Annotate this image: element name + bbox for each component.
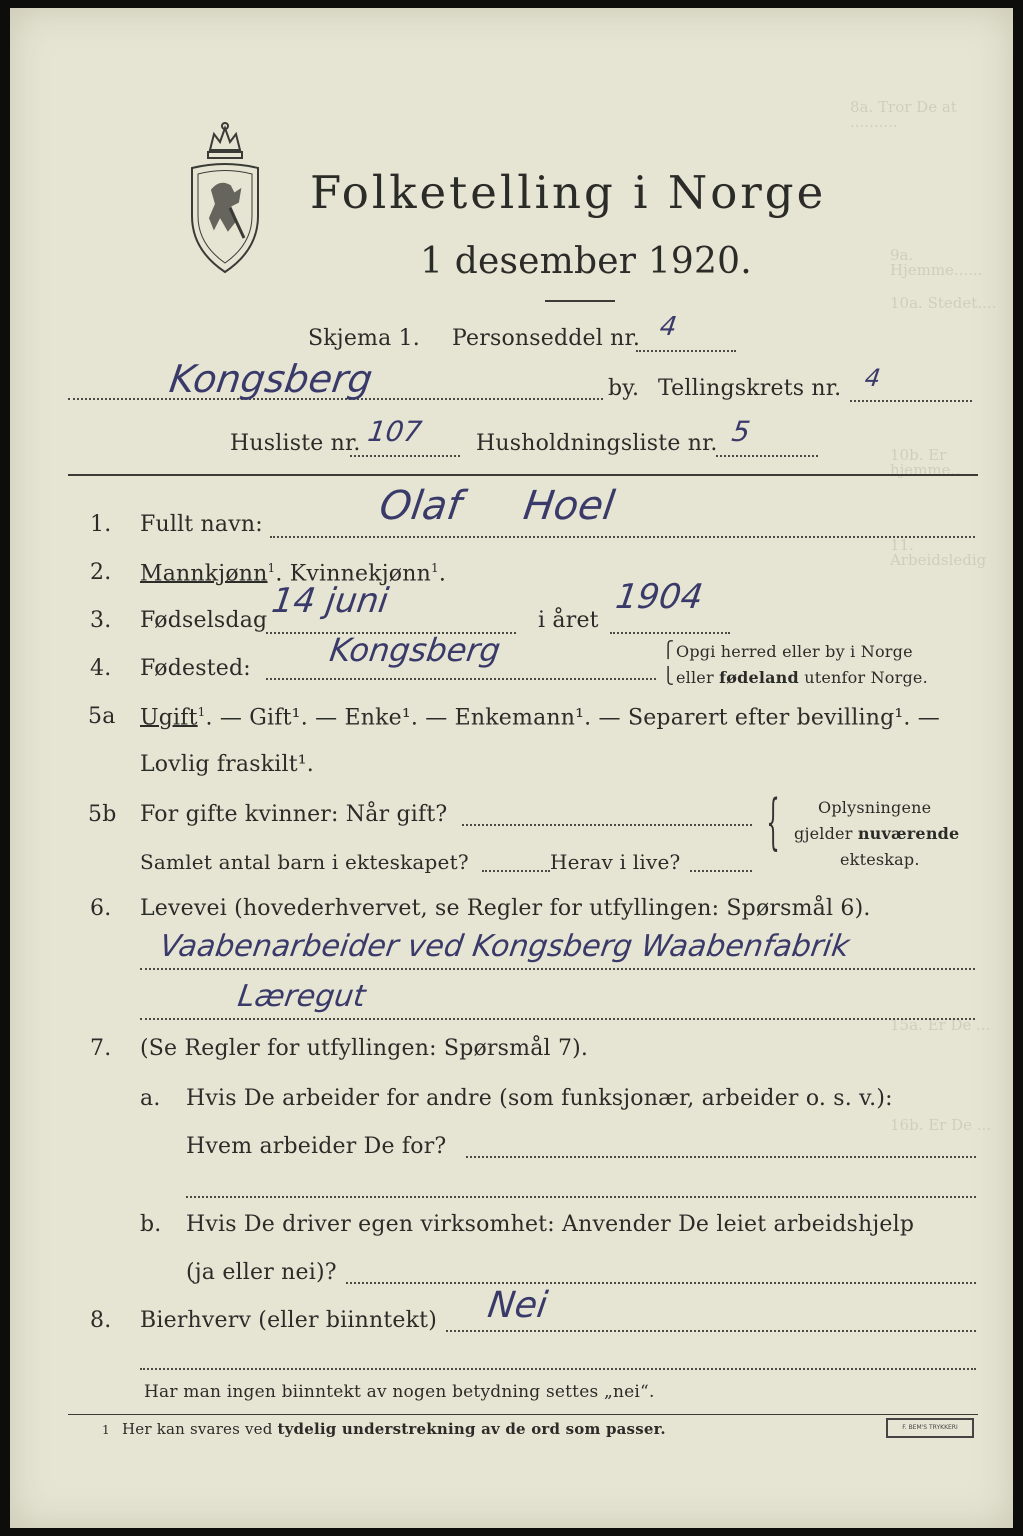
by-label: by.	[608, 376, 640, 401]
personseddel-label: Personseddel nr.	[452, 326, 641, 351]
q1-label: Fullt navn:	[140, 512, 263, 537]
footnote-number: 1	[102, 1423, 110, 1437]
q5a-line2: Lovlig fraskilt¹.	[140, 752, 314, 777]
q3-label: Fødselsdag	[140, 608, 268, 633]
q5a-number: 5a	[88, 704, 116, 729]
q7-label: (Se Regler for utfyllingen: Spørsmål 7).	[140, 1036, 589, 1061]
q7b-letter: b.	[140, 1212, 162, 1237]
q7b-sub: (ja eller nei)?	[186, 1260, 337, 1285]
q6-label: Levevei (hovederhvervet, se Regler for utfyllingen: Spørsmål 6).	[140, 896, 871, 921]
q2-sex-options: Mannkjønn$^1$. Kvinnekjønn$^1$.	[140, 561, 447, 587]
census-form: 8a. Tror De at .......... 9a. Hjemme...... 10a. Stedet.... 10b. Er hjemme.. 11. Arbeidsledig 15a. Er De ... 16b. Er De ... Folketelling i Norge 1 desember 1920. Skjema 1. Personseddel nr. 4 Kongsberg by. Tellingskrets nr. 4 Husliste nr. 107 Husholdningsliste nr. 5 1. Fullt navn: Olaf Hoel 2. Mannkjønn$^1$. Kvinnekjønn$^1$. 3. Fødselsdag 14 juni i året 1904 4. Fødested: Kongsberg ⎧ ⎩ Opgi herred eller by i Norge eller fødeland utenfor Norge. 5a Ugift$^1$. — Gift¹. — Enke¹. — Enkemann¹. — Separert efter bevilling¹. — Lovlig fraskilt¹. 5b For gifte kvinner: Når gift? Samlet antal barn i ekteskapet? Herav i live? { Oplysningene gjelder nuværende ekteskap. 6. Levevei (hovederhvervet, se Regler for utfyllingen: Spørsmål 6). Vaabenarbeider ved Kongsberg Waabenfabrik Læregut 7. (Se Regler for utfyllingen: Spørsmål 7). a. Hvis De arbeider for andre (som funksjonær, arbeider o. s. v.): Hvem arbeider De for? b. Hvis De driver egen virksomhet: Anvender De leiet arbeidshjelp (ja eller nei)? 8. Bierhverv (eller biinntekt) Nei Har man ingen biinntekt av nogen betydning settes „nei“. 1 Her kan svares ved tydelig understrekning av de ord som passer. F. BEM'S TRYKKERI	[10, 8, 1013, 1528]
sex-male-option[interactable]: Mannkjønn	[140, 561, 268, 587]
q5b-number: 5b	[88, 802, 117, 827]
q3-year-label: i året	[538, 608, 599, 633]
q4-label: Fødested:	[140, 656, 251, 681]
q4-note-line2: eller fødeland utenfor Norge.	[676, 668, 928, 687]
husholdning-value: 5	[729, 415, 753, 448]
birthdate-value: 14 juni	[269, 581, 391, 621]
q5b-brace: {	[766, 787, 780, 857]
q4-number: 4.	[90, 656, 112, 681]
q7a-letter: a.	[140, 1086, 161, 1111]
q1-number: 1.	[90, 512, 112, 537]
q6-number: 6.	[90, 896, 112, 921]
q7a-text: Hvis De arbeider for andre (som funksjonær, arbeider o. s. v.):	[186, 1086, 893, 1111]
norwegian-coat-of-arms-icon	[180, 120, 270, 280]
tellingskrets-label: Tellingskrets nr.	[658, 376, 842, 401]
occupation-value-line2: Læregut	[235, 979, 368, 1014]
q7b-text: Hvis De driver egen virksomhet: Anvender De leiet arbeidshjelp	[186, 1212, 915, 1237]
sex-female-option[interactable]: Kvinnekjønn	[289, 561, 431, 587]
form-title: Folketelling i Norge	[310, 166, 827, 219]
city-value: Kongsberg	[166, 357, 376, 401]
personseddel-value: 4	[657, 312, 679, 342]
q2-number: 2.	[90, 560, 112, 585]
q5b-label2: Samlet antal barn i ekteskapet?	[140, 850, 469, 874]
q5b-note2: gjelder nuværende	[794, 824, 960, 843]
q5b-label3: Herav i live?	[550, 850, 681, 874]
husliste-value: 107	[365, 415, 424, 448]
husholdning-label: Husholdningsliste nr.	[476, 431, 718, 456]
q4-note-line1: Opgi herred eller by i Norge	[676, 642, 913, 661]
birthplace-value: Kongsberg	[327, 631, 503, 669]
q7-number: 7.	[90, 1036, 112, 1061]
birth-year-value: 1904	[613, 577, 706, 617]
q7a-sub: Hvem arbeider De for?	[186, 1134, 447, 1159]
q8-number: 8.	[90, 1308, 112, 1333]
husliste-label: Husliste nr.	[230, 431, 361, 456]
q5b-note1: Oplysningene	[818, 798, 932, 817]
census-date: 1 desember 1920.	[420, 241, 752, 282]
side-income-value: Nei	[485, 1285, 551, 1326]
q3-number: 3.	[90, 608, 112, 633]
q5b-label1: For gifte kvinner: Når gift?	[140, 802, 448, 827]
footnote-text: Her kan svares ved tydelig understrekning av de ord som passer.	[122, 1420, 666, 1438]
tellingskrets-value: 4	[863, 364, 883, 392]
q5b-note3: ekteskap.	[840, 850, 920, 869]
printer-stamp: F. BEM'S TRYKKERI	[886, 1418, 974, 1438]
footer-note: Har man ingen biinntekt av nogen betydning settes „nei“.	[144, 1382, 655, 1402]
marital-ugift-option[interactable]: Ugift	[140, 705, 198, 731]
skjema-label: Skjema 1.	[308, 326, 421, 351]
q5a-options: Ugift$^1$. — Gift¹. — Enke¹. — Enkemann¹. — Separert efter bevilling¹. —	[140, 705, 940, 731]
q8-label: Bierhverv (eller biinntekt)	[140, 1308, 438, 1333]
occupation-value-line1: Vaabenarbeider ved Kongsberg Waabenfabrik	[157, 929, 852, 964]
full-name-value: Olaf Hoel	[376, 483, 618, 529]
